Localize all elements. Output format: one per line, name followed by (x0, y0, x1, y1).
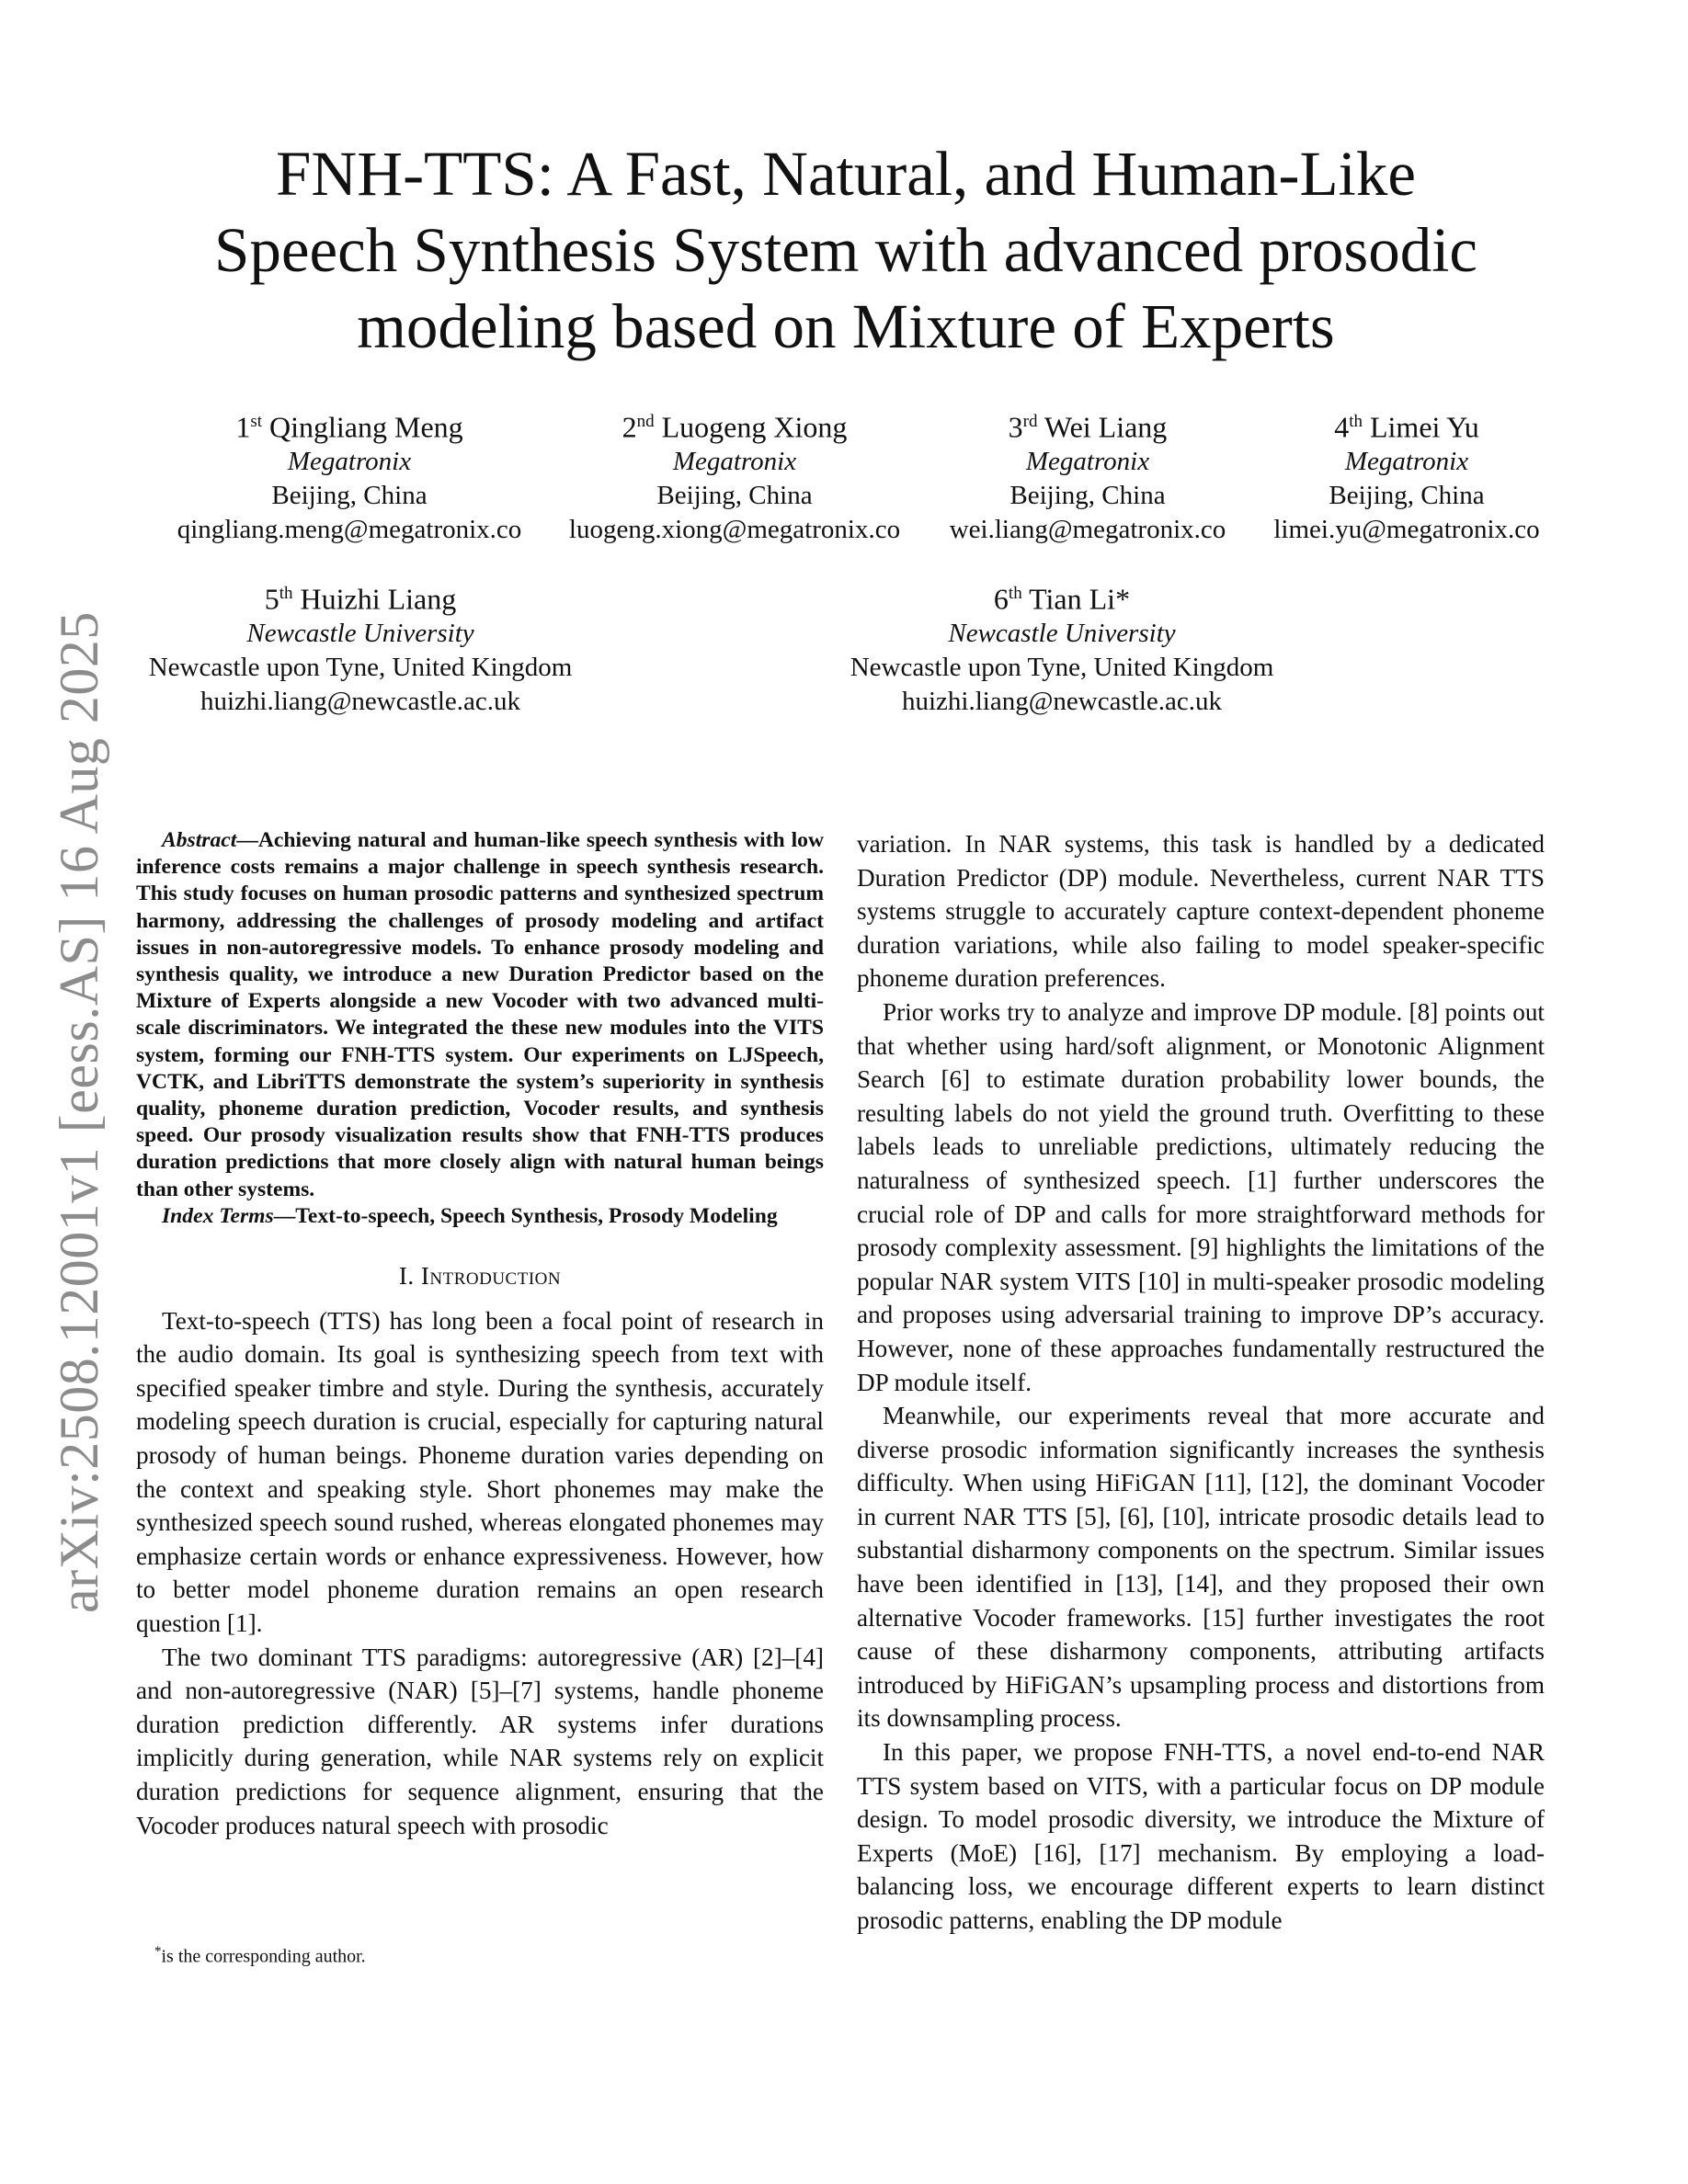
title-line: FNH-TTS: A Fast, Natural, and Human-Like (276, 139, 1416, 209)
author-affiliation: Megatronix (672, 446, 797, 476)
author-block-1 (177, 404, 522, 547)
index-terms (136, 1203, 824, 1230)
abstract-lead: Abstract (162, 828, 237, 852)
footnote (154, 1944, 366, 1968)
author-affiliation: Megatronix (287, 446, 412, 476)
author-location: Newcastle upon Tyne, United Kingdom (850, 652, 1274, 682)
abstract (136, 827, 824, 1203)
footnote-mark: * (154, 1944, 162, 1959)
author-email: wei.liang@megatronix.co (949, 514, 1226, 544)
paper-title (147, 136, 1545, 365)
paragraph: Prior works try to analyze and improve DP module. [8] points out that whether using hard/soft alignment, or Monotonic Alignment Search [6] to estimate duration probability lower bounds, the resulting labels do not yield the ground truth. Overfitting to these labels leads to unreliable predictions, ultimately reducing the naturalness of synthesized speech. [1] further underscores the crucial role of DP and calls for more straightforward methods for prosody complexity assessment. [9] highlights the limitations of the popular NAR system VITS [10] in multi-speaker prosodic modeling and proposes using adversarial training to improve DP’s accuracy. However, none of these approaches fundamentally restructured the DP module itself. (857, 997, 1545, 1396)
author-ordinal-suffix: st (250, 412, 263, 431)
author-ordinal: 1 (235, 410, 251, 444)
author-ordinal: 6 (993, 582, 1009, 616)
author-location: Newcastle upon Tyne, United Kingdom (148, 652, 573, 682)
section-heading (136, 1259, 824, 1293)
author-name: Wei Liang (1044, 410, 1168, 444)
index-terms-lead: Index Terms (162, 1203, 274, 1228)
section-number: I. (398, 1262, 415, 1291)
author-location: Beijing, China (1009, 480, 1166, 510)
author-block-2 (569, 404, 900, 547)
author-ordinal: 5 (264, 582, 279, 616)
right-column (857, 827, 1545, 1938)
author-email: luogeng.xiong@megatronix.co (568, 514, 901, 544)
author-ordinal-suffix: rd (1022, 412, 1038, 431)
paragraph: In this paper, we propose FNH-TTS, a novel end-to-end NAR TTS system based on VITS, with a particular focus on DP module design. To model prosodic diversity, we introduce the Mixture of Experts (MoE) [16], [17] mechanism. By employing a load-balancing loss, we encourage different experts to learn distinct prosodic patterns, enabling the DP module (857, 1738, 1545, 1934)
author-affiliation: Megatronix (1025, 446, 1150, 476)
author-block-3 (950, 404, 1226, 547)
author-ordinal: 3 (1008, 410, 1023, 444)
author-ordinal: 4 (1334, 410, 1350, 444)
author-ordinal-suffix: th (279, 584, 293, 603)
author-ordinal: 2 (622, 410, 637, 444)
author-email: huizhi.liang@newcastle.ac.uk (901, 686, 1222, 716)
title-line: Speech Synthesis System with advanced prosodic (213, 215, 1478, 285)
author-name: Qingliang Meng (269, 410, 463, 444)
paragraph: variation. In NAR systems, this task is handled by a dedicated Duration Predictor (DP) module. Nevertheless, current NAR TTS systems struggle to accurately capture context-dependent phoneme duration variations, while also failing to model speaker-specific phoneme duration preferences. (857, 830, 1545, 993)
author-location: Beijing, China (1329, 480, 1485, 510)
paragraph: The two dominant TTS paradigms: autoregressive (AR) [2]–[4] and non-autoregressive (NAR) [5]–[7] systems, handle phoneme duration prediction differently. AR systems infer durations implicitly during generation, while NAR systems rely on explicit duration predictions for sequence alignment, ensuring that the Vocoder produces natural speech with prosodic (136, 1643, 824, 1839)
author-name: Limei Yu (1369, 410, 1479, 444)
author-ordinal-suffix: th (1349, 412, 1363, 431)
author-affiliation: Newcastle University (246, 618, 474, 648)
author-location: Beijing, China (271, 480, 428, 510)
author-email: qingliang.meng@megatronix.co (177, 514, 522, 544)
paragraph: Text-to-speech (TTS) has long been a focal point of research in the audio domain. Its goal is synthesizing speech from text with specified speaker timbre and style. During the synthesis, accurately modeling speech duration is crucial, especially for capturing natural prosody of human beings. Phoneme duration varies depending on the context and speaking style. Short phonemes may make the synthesized speech sound rushed, whereas elongated phonemes may emphasize certain words or enhance expressiveness. However, how to better model phoneme duration remains an open research question [1]. (136, 1306, 824, 1637)
author-block-6 (850, 576, 1274, 719)
author-ordinal-suffix: nd (636, 412, 655, 431)
author-affiliation: Megatronix (1344, 446, 1469, 476)
arxiv-identifier: arXiv:2508.12001v1 [eess.AS] 16 Aug 2025 (49, 611, 109, 1613)
author-block-4 (1273, 404, 1539, 547)
author-email: limei.yu@megatronix.co (1273, 514, 1540, 544)
title-line: modeling based on Mixture of Experts (357, 291, 1335, 361)
author-location: Beijing, China (656, 480, 813, 510)
author-ordinal-suffix: th (1008, 584, 1022, 603)
left-column (136, 827, 824, 1842)
author-name: Tian Li* (1029, 582, 1131, 616)
abstract-text: —Achieving natural and human-like speech synthesis with low inference costs remains a major challenge in speech synthesis research. This study focuses on human prosodic patterns and synthesized spectrum harmony, addressing the challenges of prosody modeling and artifact issues in non-autoregressive models. To enhance prosody modeling and synthesis quality, we introduce a new Duration Predictor based on the Mixture of Experts alongside a new Vocoder with two advanced multi-scale discriminators. We integrated the these new modules into the VITS system, forming our FNH-TTS system. Our experiments on LJSpeech, VCTK, and LibriTTS demonstrate the system’s superiority in synthesis quality, phoneme duration prediction, Vocoder results, and synthesis speed. Our prosody visualization results show that FNH-TTS produces duration predictions that more closely align with natural human beings than other systems. (136, 828, 824, 1201)
index-terms-text: —Text-to-speech, Speech Synthesis, Prosody Modeling (273, 1203, 778, 1228)
author-affiliation: Newcastle University (948, 618, 1176, 648)
section-title: Introduction (420, 1262, 562, 1291)
author-email: huizhi.liang@newcastle.ac.uk (200, 686, 520, 716)
footnote-text: is the corresponding author. (161, 1946, 366, 1967)
paragraph: Meanwhile, our experiments reveal that more accurate and diverse prosodic information significantly increases the synthesis difficulty. When using HiFiGAN [11], [12], the dominant Vocoder in current NAR TTS [5], [6], [10], intricate prosodic details lead to substantial disharmony components on the spectrum. Similar issues have been identified in [13], [14], and they proposed their own alternative Vocoder frameworks. [15] further investigates the root cause of these disharmony components, attributing artifacts introduced by HiFiGAN’s upsampling process and distortions from its downsampling process. (857, 1402, 1545, 1733)
author-block-5 (149, 576, 573, 719)
author-name: Luogeng Xiong (661, 410, 848, 444)
author-name: Huizhi Liang (300, 582, 457, 616)
